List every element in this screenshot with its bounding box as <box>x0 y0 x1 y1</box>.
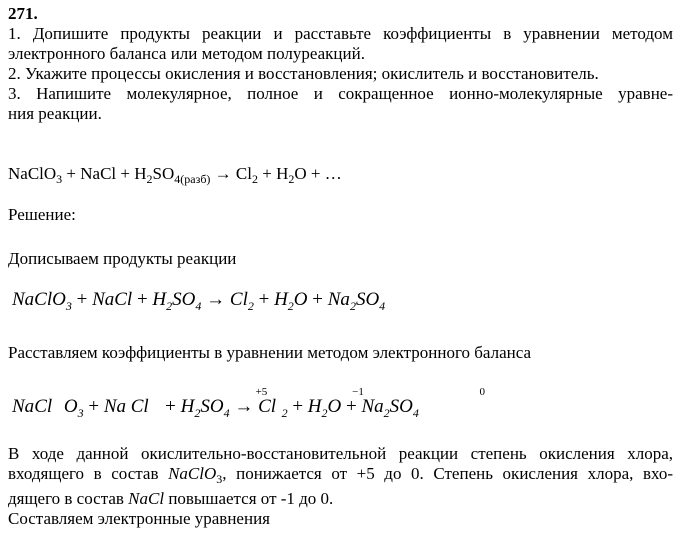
equation-oxidation-states: $NaCl^{+5}O_3 + Na$ $Cl^{-1} + H_2SO_4 \to Cl^0_2 + H_2O + Na_2SO_4$ <box>12 386 485 420</box>
electron-equations-label: Составляем электронные уравнения <box>8 509 270 528</box>
explanation-line-3: дящего в состав NaCl повышается от -1 до 0. <box>8 489 334 508</box>
explanation-line-1: В ходе данной окислительно-восстановительной реакции степень окисления хлора, <box>8 444 673 463</box>
products-label: Дописываем продукты реакции <box>8 249 237 268</box>
task-line-2: электронного баланса или методом полуреакций. <box>8 44 365 63</box>
task-line-1: 1. Допишите продукты реакции и расставьте коэффициенты в уравнении методом <box>8 24 673 43</box>
task-line-4: 3. Напишите молекулярное, полное и сокращенное ионно-молекулярные уравне- <box>8 84 673 103</box>
chlorine-plus5: $Cl^{+5}$ <box>34 386 268 417</box>
task-number: 271. <box>8 4 38 23</box>
balance-label: Расставляем коэффициенты в уравнении методом электронного баланса <box>8 343 532 362</box>
explanation-line-2: входящего в состав NaClO$_3$, понижается от +5 до 0. Степень окисления хлора, вхо- <box>8 464 674 486</box>
solution-label: Решение: <box>8 205 76 224</box>
document-page <box>8 0 674 528</box>
equation-products: NaClO$_3$ + NaCl + $H_2SO_4 \to Cl_2 + H_2O + Na_2SO_4$ <box>12 289 386 313</box>
chlorine-minus1: $Cl^{-1}$ <box>130 386 364 417</box>
initial-equation: NaClO$_3$ + NaCl + $H_2SO_{4(разб)} \to Cl_2 + H_2O$ + … <box>8 164 342 186</box>
explanation-paragraph <box>8 444 673 529</box>
task-line-5: ния реакции. <box>8 104 102 123</box>
task-line-3: 2. Укажите процессы окисления и восстановления; окислитель и восстановитель. <box>8 64 599 83</box>
task-description <box>8 24 673 124</box>
chlorine-zero: Cl$^0$ <box>258 386 485 417</box>
